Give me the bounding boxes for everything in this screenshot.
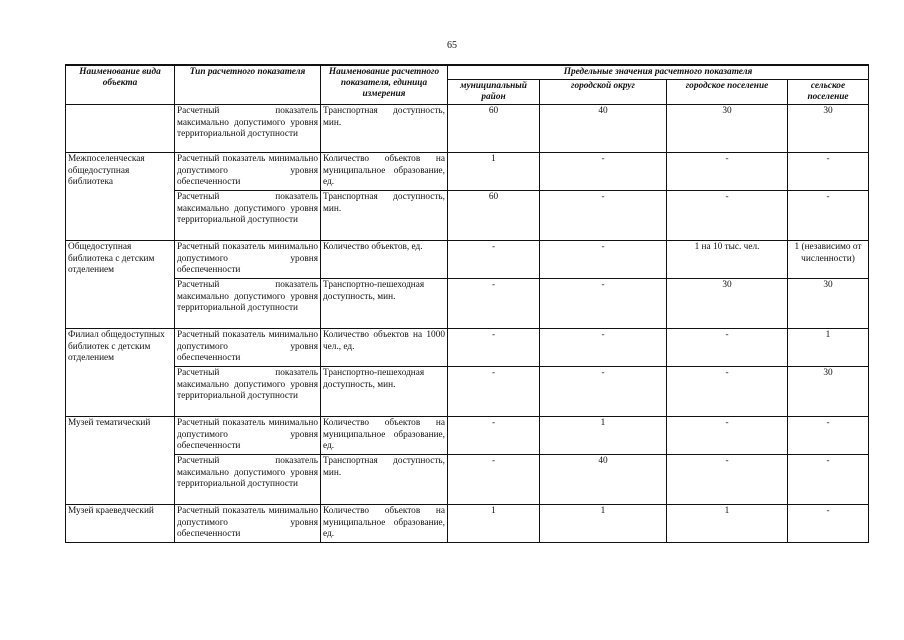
city-value-cell: - (540, 191, 667, 241)
urban-value-cell: - (667, 191, 788, 241)
rural-value-cell: - (788, 455, 869, 505)
rural-value-cell: - (788, 153, 869, 191)
indicator-type-cell: Расчетный показатель максимально допустимого уровня территориальной доступности (175, 279, 321, 329)
object-name-cell: Общедоступная библиотека с детским отделением (66, 241, 175, 329)
urban-value-cell: - (667, 455, 788, 505)
table-row (66, 417, 869, 455)
object-name-cell: Музей краеведческий (66, 505, 175, 543)
rural-value-cell: 30 (788, 279, 869, 329)
urban-value-cell: 1 (667, 505, 788, 543)
urban-value-cell: 1 на 10 тыс. чел. (667, 241, 788, 279)
indicator-type-cell: Расчетный показатель минимально допустимого уровня обеспеченности (175, 329, 321, 367)
header-urban-settlement: городское поселение (667, 80, 788, 105)
header-indicator-name: Наименование расчетного показателя, единица измерения (321, 65, 448, 105)
indicator-name-cell: Транспортная доступность, мин. (321, 191, 448, 241)
indicator-type-cell: Расчетный показатель максимально допустимого уровня территориальной доступности (175, 367, 321, 417)
indicator-name-cell: Транспортная доступность, мин. (321, 455, 448, 505)
municipal-value-cell: 60 (448, 191, 540, 241)
rural-value-cell: 1 (788, 329, 869, 367)
indicator-name-cell: Количество объектов на муниципальное образование, ед. (321, 417, 448, 455)
rural-value-cell: - (788, 417, 869, 455)
municipal-value-cell: 1 (448, 505, 540, 543)
municipal-value-cell: - (448, 279, 540, 329)
urban-value-cell: 30 (667, 279, 788, 329)
header-limit-values: Предельные значения расчетного показателя (448, 65, 869, 80)
indicator-name-cell: Транспортно-пешеходная доступность, мин. (321, 367, 448, 417)
city-value-cell: 1 (540, 417, 667, 455)
table-body (66, 105, 869, 543)
indicator-name-cell: Количество объектов на муниципальное образование, ед. (321, 505, 448, 543)
table-row (66, 191, 869, 241)
indicator-name-cell: Количество объектов, ед. (321, 241, 448, 279)
object-name-cell (66, 105, 175, 153)
indicator-type-cell: Расчетный показатель максимально допустимого уровня территориальной доступности (175, 105, 321, 153)
municipal-value-cell: - (448, 329, 540, 367)
city-value-cell: - (540, 241, 667, 279)
header-rural-settlement: сельское поселение (788, 80, 869, 105)
rural-value-cell: - (788, 191, 869, 241)
object-name-cell: Межпоселенческая общедоступная библиотека (66, 153, 175, 241)
header-municipal-district: муниципальный район (448, 80, 540, 105)
indicator-name-cell: Количество объектов на 1000 чел., ед. (321, 329, 448, 367)
page-number: 65 (447, 40, 457, 51)
city-value-cell: - (540, 279, 667, 329)
municipal-value-cell: - (448, 367, 540, 417)
table-row (66, 153, 869, 191)
urban-value-cell: - (667, 367, 788, 417)
table-row (66, 455, 869, 505)
city-value-cell: 40 (540, 455, 667, 505)
municipal-value-cell: - (448, 241, 540, 279)
table-row (66, 367, 869, 417)
header-indicator-type: Тип расчетного показателя (175, 65, 321, 105)
rural-value-cell: 30 (788, 105, 869, 153)
table-row (66, 241, 869, 279)
table-row (66, 105, 869, 153)
indicator-type-cell: Расчетный показатель минимально допустимого уровня обеспеченности (175, 153, 321, 191)
city-value-cell: - (540, 153, 667, 191)
indicator-table (65, 64, 869, 543)
table-row (66, 279, 869, 329)
indicator-name-cell: Транспортная доступность, мин. (321, 105, 448, 153)
rural-value-cell: - (788, 505, 869, 543)
city-value-cell: - (540, 329, 667, 367)
municipal-value-cell: - (448, 417, 540, 455)
rural-value-cell: 30 (788, 367, 869, 417)
municipal-value-cell: 60 (448, 105, 540, 153)
indicator-type-cell: Расчетный показатель максимально допустимого уровня территориальной доступности (175, 455, 321, 505)
header-city-district: городской округ (540, 80, 667, 105)
urban-value-cell: - (667, 329, 788, 367)
indicator-type-cell: Расчетный показатель минимально допустимого уровня обеспеченности (175, 241, 321, 279)
table-row (66, 329, 869, 367)
city-value-cell: 40 (540, 105, 667, 153)
rural-value-cell: 1 (независимо от численности) (788, 241, 869, 279)
city-value-cell: - (540, 367, 667, 417)
urban-value-cell: 30 (667, 105, 788, 153)
indicator-name-cell: Транспортно-пешеходная доступность, мин. (321, 279, 448, 329)
indicator-type-cell: Расчетный показатель максимально допустимого уровня территориальной доступности (175, 191, 321, 241)
indicator-type-cell: Расчетный показатель минимально допустимого уровня обеспеченности (175, 417, 321, 455)
indicator-type-cell: Расчетный показатель минимально допустимого уровня обеспеченности (175, 505, 321, 543)
municipal-value-cell: 1 (448, 153, 540, 191)
urban-value-cell: - (667, 153, 788, 191)
indicator-name-cell: Количество объектов на муниципальное образование, ед. (321, 153, 448, 191)
header-object-name: Наименование вида объекта (66, 65, 175, 105)
municipal-value-cell: - (448, 455, 540, 505)
table-row (66, 505, 869, 543)
object-name-cell: Музей тематический (66, 417, 175, 505)
urban-value-cell: - (667, 417, 788, 455)
city-value-cell: 1 (540, 505, 667, 543)
object-name-cell: Филиал общедоступных библиотек с детским отделением (66, 329, 175, 417)
